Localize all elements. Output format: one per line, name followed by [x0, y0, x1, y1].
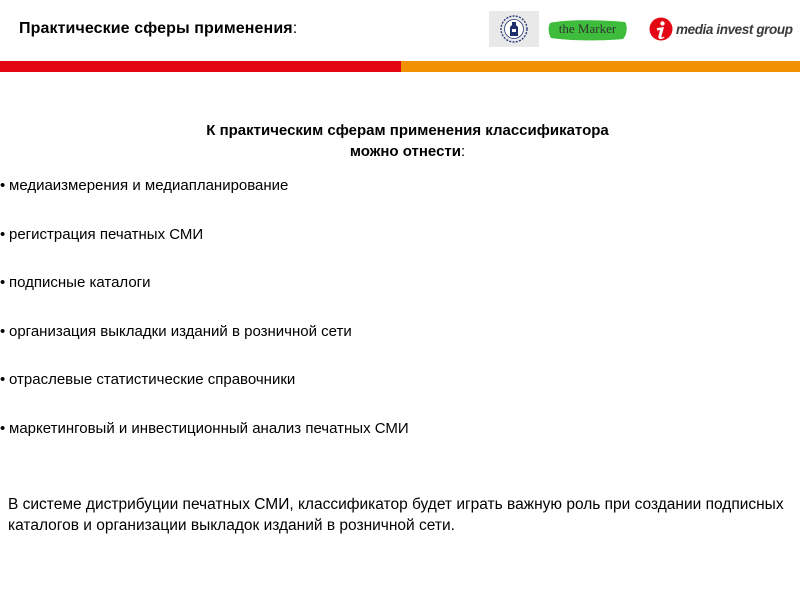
media-invest-group-logo	[649, 16, 793, 42]
seal-logo	[489, 11, 539, 47]
list-item-text: отраслевые статистические справочники	[9, 371, 296, 389]
bullet-marker: •	[0, 177, 6, 194]
list-item	[0, 371, 409, 420]
page-title-text: Практические сферы применения	[19, 20, 293, 37]
list-item-text: организация выкладки изданий в розничной сети	[9, 322, 352, 340]
list-item-text: подписные каталоги	[9, 274, 151, 292]
page-title	[19, 20, 297, 38]
list-item	[0, 420, 409, 469]
header-rule-red	[0, 61, 401, 72]
list-item	[0, 226, 409, 275]
application-list	[0, 177, 409, 469]
the-marker-text: the Marker	[558, 21, 617, 36]
mig-text: media invest group	[676, 21, 793, 37]
list-item	[0, 274, 409, 323]
bullet-marker: •	[0, 274, 6, 292]
seal-icon	[499, 14, 529, 44]
list-item-text: медиаизмерения и медиапланирование	[9, 177, 289, 194]
list-item	[0, 177, 409, 226]
list-item-text: маркетинговый и инвестиционный анализ печатных СМИ	[9, 419, 409, 437]
list-item-text: регистрация печатных СМИ	[9, 225, 204, 243]
mig-i-icon	[649, 17, 673, 41]
intro-line-2	[110, 141, 705, 162]
intro-line-1: К практическим сферам применения классификатора	[206, 122, 609, 139]
intro-colon: :	[460, 143, 466, 160]
bullet-marker: •	[0, 225, 6, 243]
intro-line-2-text: можно отнести	[349, 143, 461, 160]
the-marker-logo	[547, 17, 628, 43]
list-item	[0, 323, 409, 372]
bullet-marker: •	[0, 371, 6, 389]
header-rule-orange	[401, 61, 800, 72]
summary-paragraph: В системе дистрибуции печатных СМИ, классификатор будет играть важную роль при создании подписных каталогов и организации выкладок изданий в розничной сети.	[8, 496, 784, 534]
page-title-colon: :	[292, 20, 298, 37]
bullet-marker: •	[0, 419, 6, 437]
bullet-marker: •	[0, 322, 6, 340]
intro-heading	[110, 120, 705, 162]
